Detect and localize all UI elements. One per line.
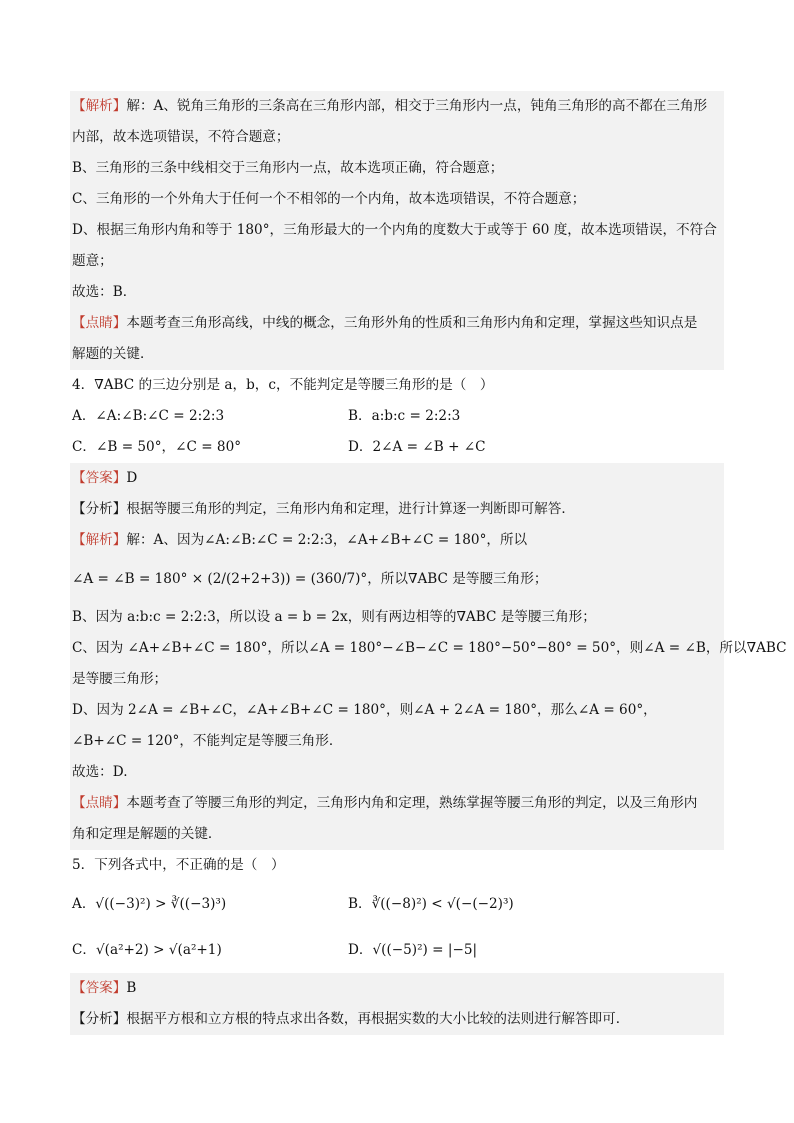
answer-tag: 【答案】 <box>72 470 127 486</box>
q4-solution-line-6: D、因为 2∠A = ∠B+∠C，∠A+∠B+∠C = 180°，则∠A + 2∠A = 180°，那么∠A = 60°， <box>70 695 724 726</box>
q4-solution-line-5: 是等腰三角形； <box>70 664 724 695</box>
fenxi-tag: 【分析】 <box>72 1011 127 1027</box>
q5-options-row-2 <box>70 927 724 973</box>
q4-comment-line-2: 角和定理是解题的关键． <box>70 819 724 850</box>
q4-answer-line: 【答案】D <box>70 463 724 494</box>
q5-stem: 5．下列各式中，不正确的是（ ） <box>72 857 285 873</box>
q4-option-d: D．2∠A = ∠B + ∠C <box>348 439 486 455</box>
q5-analysis-line: 【分析】根据平方根和立方根的特点求出各数，再根据实数的大小比较的法则进行解答即可． <box>70 1004 724 1035</box>
q4-solution-line-7: ∠B+∠C = 120°，不能判定是等腰三角形． <box>70 726 724 757</box>
q3-comment-line-2: 解题的关键． <box>70 339 724 370</box>
jiexi-tag: 【解析】 <box>72 98 127 114</box>
q3-comment-line-1: 【点睛】本题考查三角形高线，中线的概念，三角形外角的性质和三角形内角和定理，掌握这些知识点是 <box>70 308 724 339</box>
q3-solution-line-4: C、三角形的一个外角大于任何一个不相邻的一个内角，故本选项错误，不符合题意； <box>70 184 724 215</box>
q3-solution-line-5: D、根据三角形内角和等于 180°，三角形最大的一个内角的度数大于或等于 60 度，故本选项错误，不符合 <box>70 215 724 246</box>
dianjing-tag: 【点睛】 <box>72 315 127 331</box>
q4-option-b: B．a:b:c = 2:2:3 <box>348 408 461 424</box>
q3-choice-line: 故选：B． <box>70 277 724 308</box>
q3-solution-line-2: 内部，故本选项错误，不符合题意； <box>70 122 724 153</box>
q4-analysis-line: 【分析】根据等腰三角形的判定，三角形内角和定理，进行计算逐一判断即可解答． <box>70 494 724 525</box>
q4-solution-line-1: 【解析】解：A、因为∠A:∠B:∠C = 2:2:3，∠A+∠B+∠C = 180°，所以 <box>70 525 724 556</box>
q5-option-b: B．∛((−8)²) < √(−(−2)³) <box>348 896 514 912</box>
q4-solution-line-4: C、因为 ∠A+∠B+∠C = 180°，所以∠A = 180°−∠B−∠C = 180°−50°−80° = 50°，则∠A = ∠B，所以∇ABC <box>70 633 724 664</box>
dianjing-tag: 【点睛】 <box>72 795 127 811</box>
document-page <box>70 91 787 1035</box>
jiexi-tag: 【解析】 <box>72 532 127 548</box>
q4-choice-line: 故选：D. <box>70 757 724 788</box>
q4-option-a: A．∠A:∠B:∠C = 2:2:3 <box>72 408 225 424</box>
q5-options-row-1 <box>70 881 724 927</box>
answer-tag: 【答案】 <box>72 980 127 996</box>
q3-solution-line-3: B、三角形的三条中线相交于三角形内一点，故本选项正确，符合题意； <box>70 153 724 184</box>
q4-solution-line-2: ∠A = ∠B = 180° × (2/(2+2+3)) = (360/7)°，所以∇ABC 是等腰三角形； <box>70 556 724 602</box>
q5-option-d: D．√((−5)²) = |−5| <box>348 942 478 958</box>
fenxi-tag: 【分析】 <box>72 501 127 517</box>
q4-option-c: C．∠B = 50°，∠C = 80° <box>72 439 242 455</box>
q4-solution-line-3: B、因为 a:b:c = 2:2:3，所以设 a = b = 2x，则有两边相等的∇ABC 是等腰三角形； <box>70 602 724 633</box>
q4-options-row-2 <box>70 432 724 463</box>
q4-stem: 4．∇ABC 的三边分别是 a，b，c，不能判定是等腰三角形的是（ ） <box>72 377 494 393</box>
q4-options-row-1 <box>70 401 724 432</box>
q3-solution-line-1: 【解析】解：A、锐角三角形的三条高在三角形内部，相交于三角形内一点，钝角三角形的高不都在三角形 <box>70 91 724 122</box>
q3-solution-line-6: 题意； <box>70 246 724 277</box>
q4-comment-line-1: 【点睛】本题考查了等腰三角形的判定，三角形内角和定理，熟练掌握等腰三角形的判定，以及三角形内 <box>70 788 724 819</box>
q5-answer-line: 【答案】B <box>70 973 724 1004</box>
q5-option-a: A．√((−3)²) > ∛((−3)³) <box>72 896 227 912</box>
q5-option-c: C．√(a²+2) > √(a²+1) <box>72 942 222 958</box>
